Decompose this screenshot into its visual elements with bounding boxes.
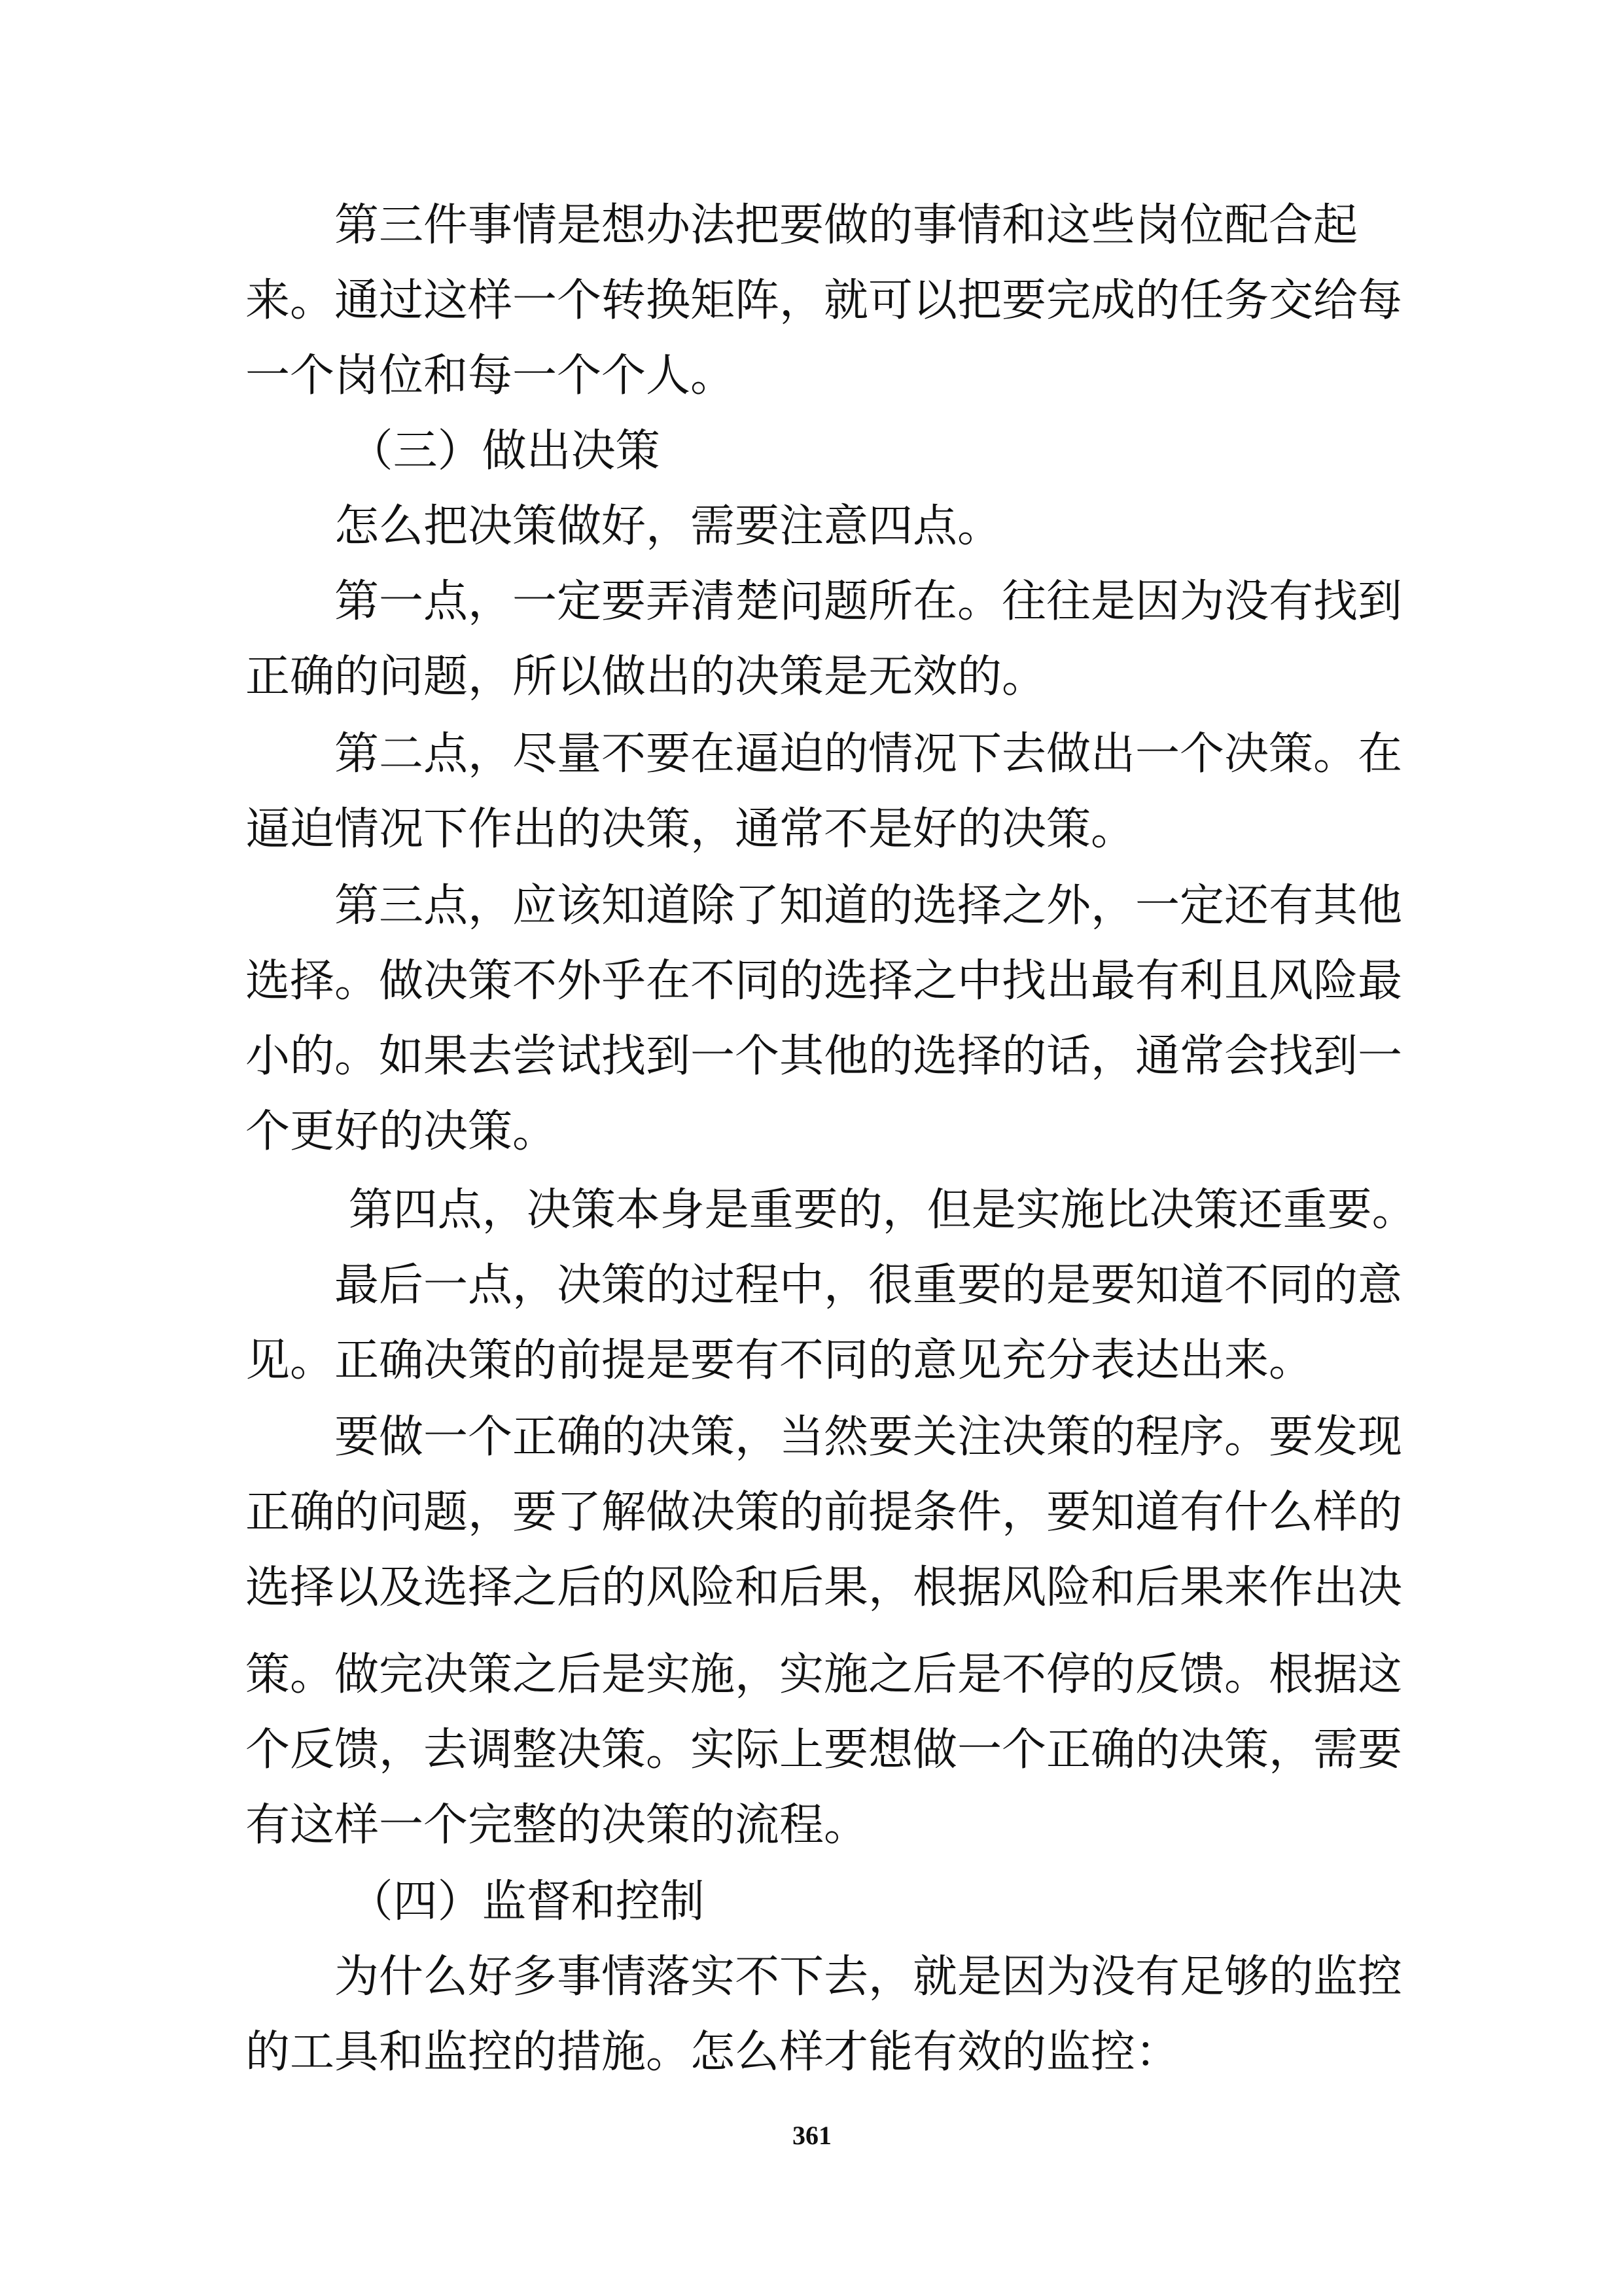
text-line: 正确的问题，要了解做决策的前提条件，要知道有什么样的	[245, 1487, 1403, 1538]
page-number: 361	[792, 2121, 832, 2150]
text-line: 个反馈，去调整决策。实际上要想做一个正确的决策，需要	[245, 1724, 1403, 1776]
text-line: 第二点，尽量不要在逼迫的情况下去做出一个决策。在	[245, 728, 1403, 780]
text-line: 第四点，决策本身是重要的，但是实施比决策还重要。	[245, 1184, 1417, 1236]
text-line: 选择。做决策不外乎在不同的选择之中找出最有利且风险最	[245, 955, 1403, 1007]
text-line: 选择以及选择之后的风险和后果，根据风险和后果来作出决	[245, 1562, 1403, 1614]
text-line: 的工具和监控的措施。怎么样才能有效的监控：	[245, 2026, 1180, 2078]
text-line: 小的。如果去尝试找到一个其他的选择的话，通常会找到一	[245, 1031, 1403, 1082]
section-heading: （三）做出决策	[245, 425, 660, 477]
text-line: 第一点，一定要弄清楚问题所在。往往是因为没有找到	[245, 576, 1403, 627]
text-line: 逼迫情况下作出的决策，通常不是好的决策。	[245, 804, 1136, 855]
text-line: 一个岗位和每一个个人。	[245, 350, 735, 402]
text-line: 最后一点，决策的过程中，很重要的是要知道不同的意	[245, 1260, 1403, 1311]
text-line: 怎么把决策做好，需要注意四点。	[245, 501, 1002, 552]
text-line: 来。通过这样一个转换矩阵，就可以把要完成的任务交给每	[245, 275, 1403, 327]
section-heading: （四）监督和控制	[245, 1876, 705, 1928]
text-line: 个更好的决策。	[245, 1106, 557, 1157]
text-line: 有这样一个完整的决策的流程。	[245, 1799, 869, 1851]
text-line: 正确的问题，所以做出的决策是无效的。	[245, 651, 1047, 703]
text-line: 第三点，应该知道除了知道的选择之外，一定还有其他	[245, 880, 1403, 932]
text-line: 要做一个正确的决策，当然要关注决策的程序。要发现	[245, 1411, 1403, 1463]
text-line: 第三件事情是想办法把要做的事情和这些岗位配合起	[245, 200, 1358, 251]
text-line: 为什么好多事情落实不下去，就是因为没有足够的监控	[245, 1951, 1403, 2003]
text-line: 见。正确决策的前提是要有不同的意见充分表达出来。	[245, 1335, 1314, 1386]
text-line: 策。做完决策之后是实施，实施之后是不停的反馈。根据这	[245, 1649, 1403, 1701]
